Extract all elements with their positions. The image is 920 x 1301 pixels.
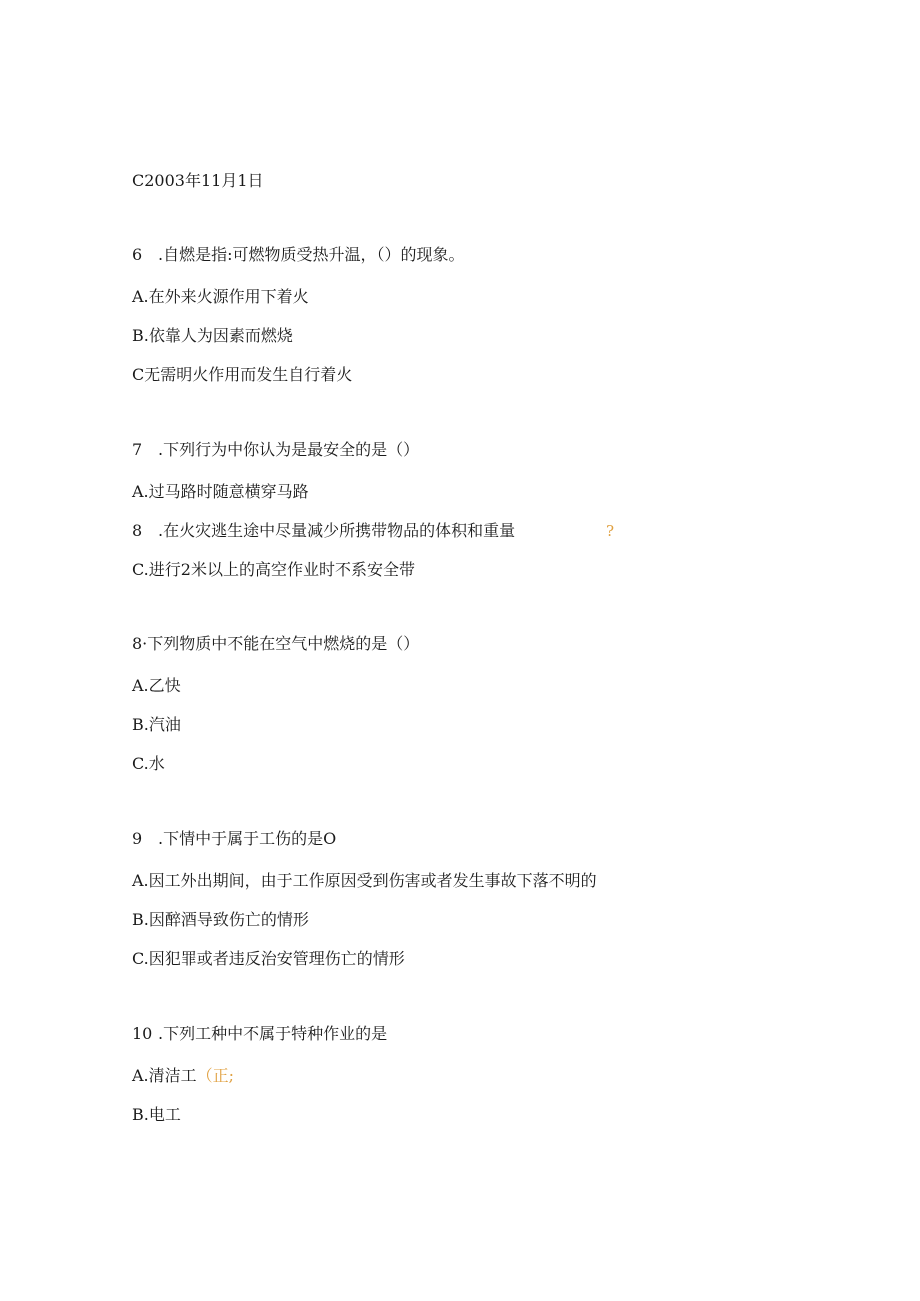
question-text: .自燃是指:可燃物质受热升温，（）的现象。 [158,245,465,264]
question-text: .下情中于属于工伤的是O [158,829,337,848]
q9-option-c: C.因犯罪或者违反治安管理伤亡的情形 [132,949,405,968]
q7-inserted-line [132,521,515,541]
question-number: 8 [132,521,143,540]
question-number: 9 [132,829,143,848]
question-text: .下列工种中不属于特种作业的是 [158,1024,388,1043]
question-6-stem [132,245,464,265]
question-mark-annotation: ? [606,522,615,540]
question-8-stem: 8·下列物质中不能在空气中燃烧的是（） [132,634,420,653]
q8-option-c: C.水 [132,754,165,773]
q6-option-c: C无需明火作用而发生自行着火 [132,365,353,384]
q6-option-a: A.在外来火源作用下着火 [132,287,309,306]
q9-option-a: A.因工外出期间，由于工作原因受到伤害或者发生事故下落不明的 [132,871,597,890]
q8-option-a: A.乙快 [132,676,181,695]
q10-option-b: B.电工 [132,1105,181,1124]
question-number: 10 [132,1024,153,1043]
question-10-stem [132,1024,387,1044]
q7-option-c: C.进行2米以上的高空作业时不系安全带 [132,560,415,579]
question-text: .下列行为中你认为是最安全的是（） [158,440,420,459]
answer-note: （正; [196,1066,235,1085]
date-option: C2003年11月1日 [132,171,264,190]
q8-option-b: B.汽油 [132,715,181,734]
question-number: 7 [132,440,143,459]
question-7-stem [132,440,419,460]
question-text: .在火灾逃生途中尽量减少所携带物品的体积和重量 [158,521,516,540]
q9-option-b: B.因醉酒导致伤亡的情形 [132,910,309,929]
question-number: 6 [132,245,143,264]
q10-option-a [132,1066,234,1086]
q7-option-a: A.过马路时随意横穿马路 [132,482,309,501]
question-9-stem [132,829,336,849]
option-text: A.清洁工 [132,1066,197,1085]
q6-option-b: B.依靠人为因素而燃烧 [132,326,293,345]
